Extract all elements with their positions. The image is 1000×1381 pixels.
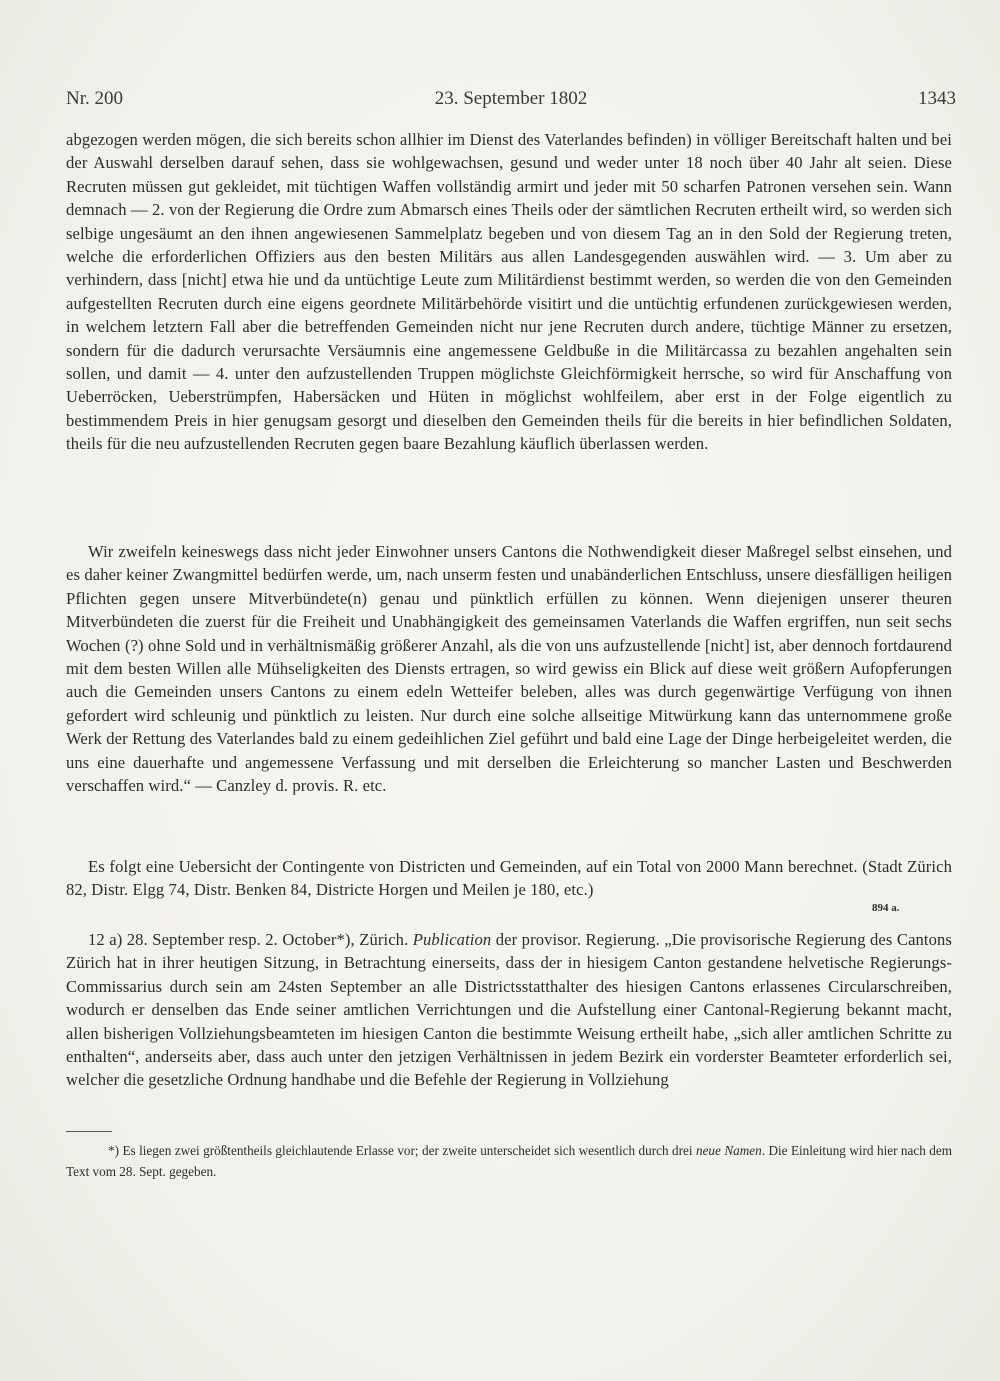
paragraph-text: Es folgt eine Uebersicht der Contingente von Districten und Gemeinden, auf ein Total von 2000 Mann berechnet. (Stadt Zürich 82, Distr. Elgg 74, Distr. Benken 84, Districte Horgen und Meilen je 180, etc.) (66, 857, 952, 900)
entry-body: der provisor. Regierung. „Die provisorische Regierung des Cantons Zürich hat in ihrer heutigen Sitzung, in Betrachtung einerseits, dass der in hiesigem Canton gestandene helvetische Regierungs-Commissarius durch sein am 24sten September an alle Districtsstatthalter des hiesigen Cantons erlassenes Circularschreiben, wodurch er denselben das Ende seiner amtlichen Verrichtungen und die Aufstellung einer Cantonal-Regierung bekannt macht, allen bisherigen Vollziehungsbeamteten im hiesigen Canton die bestimmte Weisung ertheilt habe, „sich aller amtlichen Schritte zu enthalten“, anderseits aber, dass auch unter den jetzigen Verhältnissen in jedem Bezirk ein vorderster Beamteter erforderlich sei, welcher die gesetzliche Ordnung handhabe und die Befehle der Regierung in Vollziehung (66, 930, 952, 1090)
page-header (66, 88, 956, 114)
footnote-divider (66, 1131, 112, 1132)
header-date: 23. September 1802 (434, 88, 588, 109)
document-number: Nr. 200 (66, 88, 123, 109)
paragraph-text: abgezogen werden mögen, die sich bereits schon allhier im Dienst des Vaterlandes befinden) in völliger Bereitschaft halten und bei der Auswahl derselben darauf sehen, dass sie wohlgewachsen, gesund und weder unter 18 noch über 40 Jahr alt seien. Diese Recruten müssen gut gekleidet, mit tüchtigen Waffen vollständig armirt und jeder mit 50 scharfen Patronen versehen sein. Wann demnach — 2. von der Regierung die Ordre zum Abmarsch eines Theils oder der sämtlichen Recruten ertheilt wird, so werden sich selbige ungesäumt an den ihnen angewiesenen Sammelplatz begeben und von diesem Tag an in den Sold der Regierung treten, welche die erforderlichen Offiziers aus den besten Militärs aus allen Landesgegenden auswählen wird. — 3. Um aber zu verhindern, dass [nicht] etwa hie und da untüchtige Leute zum Militärdienst bestimmt werden, so werden die von den Gemeinden aufgestellten Recruten durch eine eigens geordnete Militärbehörde visitirt und die untüchtig erfundenen zurückgewiesen werden, in welchem letztern Fall aber die betreffenden Gemeinden nicht nur jene Recruten durch andere, tüchtige Männer zu ersetzen, sondern für die dadurch verursachte Versäumnis eine angemessene Geldbuße in die Militärcassa zu bezahlen angehalten sein sollen, und damit — 4. unter den aufzustellenden Truppen möglichste Gleichförmigkeit herrsche, so wird für Anschaffung von Ueberröcken, Ueberstrümpfen, Habersäcken und Hüten in möglichst wohlfeilem, aber erst in der Folge eigentlich zu bestimmendem Preis in hier genugsam gesorgt und dieselben den Gemeinden theils für die bereits in hier befindlichen Soldaten, theils für die neu aufzustellenden Recruten gegen baare Bezahlung käuflich überlassen werden. (66, 130, 952, 454)
footnote-text (66, 1140, 952, 1182)
paragraph-continuation (66, 128, 952, 456)
footnote-start: *) Es liegen zwei größtentheils gleichlautende Erlasse vor; der zweite unterscheidet sich wesentlich durch drei (108, 1143, 696, 1158)
footnote (66, 1140, 952, 1182)
paragraph-appeal (66, 540, 952, 797)
entry-heading: 12 a) 28. September resp. 2. October*), Zürich. (88, 930, 413, 949)
footnote-end: . Die Einleitung wird hier nach dem Text vom 28. Sept. gegeben. (66, 1143, 952, 1179)
entry-type-italic: Publication (412, 930, 492, 949)
paragraph-text: Wir zweifeln keineswegs dass nicht jeder Einwohner unsers Cantons die Nothwendigkeit dieser Maßregel selbst einsehen, und es daher keiner Zwangmittel bedürfen werde, um, nach unserm festen und unabänderlichen Entschluss, unsere diesfälligen heiligen Pflichten gegen unsere Mitverbündete(n) genau und pünktlich erfüllen zu können. Wenn diejenigen unserer theuren Mitverbündeten die zuerst für die Freiheit und Unabhängigkeit des gemeinsamen Vaterlands die Waffen ergriffen, nun seit sechs Wochen (?) ohne Sold und in verhältnismäßig größerer Anzahl, als die von uns aufzustellende [nicht] ist, aber dennoch fortdaurend mit dem besten Willen alle Mühseligkeiten des Diensts ertragen, so wird gewiss ein Blick auf diese weit größern Aufopferungen auch die Gemeinden unsers Cantons zu einem edeln Wetteifer beleben, alles was durch gegenwärtige Verfügung von ihnen gefordert wird schleunig und pünktlich zu leisten. Nur durch eine solche allseitige Mitwürkung kann das unternommene große Werk der Rettung des Vaterlandes bald zu einem gedeihlichen Ziel geführt und bald eine Lage der Dinge herbeigeleitet werden, die uns eine dauerhafte und angemessene Verfassung und mit derselben die Erleichterung so mancher Lasten und Beschwerden verschaffen wird.“ — Canzley d. provis. R. etc. (66, 542, 952, 796)
paragraph-publication (66, 928, 952, 1092)
paragraph-contingents (66, 855, 952, 902)
footnote-italic: neue Namen (695, 1143, 762, 1158)
reference-number: 894 a. (872, 902, 900, 914)
paragraph-text (66, 928, 952, 1092)
page-number: 1343 (918, 88, 956, 109)
